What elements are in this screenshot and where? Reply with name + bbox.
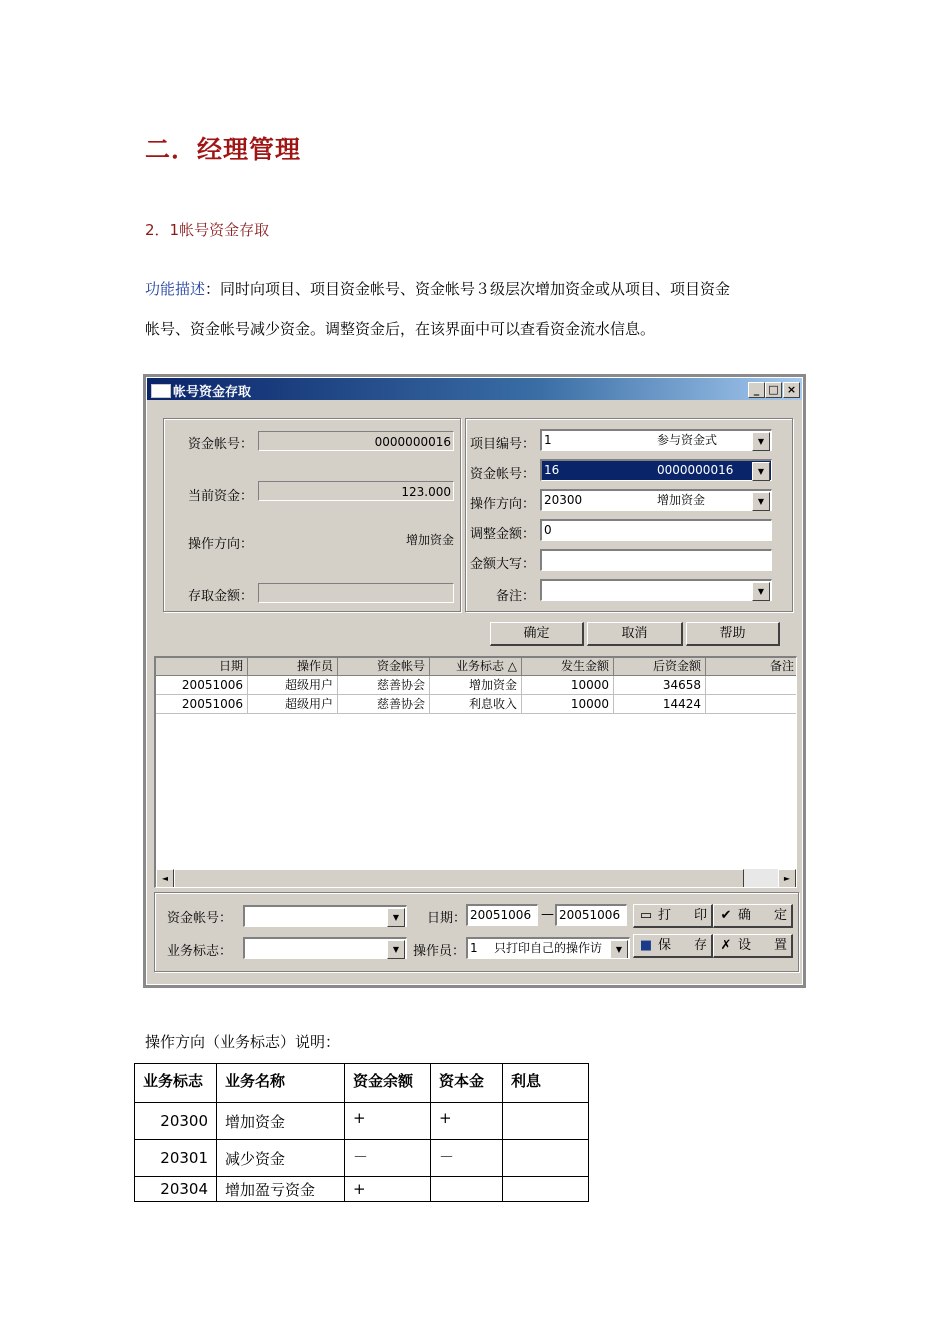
table-row: 20300 增加资金 + + xyxy=(135,1103,589,1140)
print-button[interactable]: ▭ 打 印 xyxy=(633,904,713,928)
scroll-left-icon[interactable]: ◄ xyxy=(156,869,174,888)
floppy-disk-icon: ■ xyxy=(639,938,653,953)
help-button[interactable]: 帮助 xyxy=(686,622,780,646)
operator-label: 操作员： xyxy=(413,944,466,959)
date-to-input[interactable]: 20051006 xyxy=(555,904,627,926)
scroll-right-icon[interactable]: ► xyxy=(778,869,796,888)
table-header-row: 业务标志 业务名称 资金余额 资本金 利息 xyxy=(135,1064,589,1103)
col-biz-flag[interactable]: 业务标志 △ xyxy=(430,658,522,676)
window-icon xyxy=(151,384,171,398)
col-amount[interactable]: 发生金额 xyxy=(522,658,614,676)
adjust-amount-input[interactable]: 0 xyxy=(540,519,772,541)
filter-group xyxy=(154,892,799,972)
capital-amount-input[interactable] xyxy=(540,549,772,571)
amount-display xyxy=(258,583,454,603)
account-select-label: 资金帐号： xyxy=(470,467,536,482)
scroll-thumb[interactable] xyxy=(174,869,744,888)
account-select[interactable]: 16 0000000016 ▼ xyxy=(540,459,772,481)
filter-biz-label: 业务标志： xyxy=(167,944,233,959)
chevron-down-icon[interactable]: ▼ xyxy=(752,582,770,601)
direction-explain-table xyxy=(134,1063,589,1202)
direction-select[interactable]: 20300 增加资金 ▼ xyxy=(540,489,772,511)
confirm-button[interactable]: ✔ 确 定 xyxy=(713,904,793,928)
transaction-grid[interactable]: 日期 操作员 资金帐号 业务标志 △ 发生金额 后资金额 备注 20051006 超级用户 慈善协会 增加资金 10000 34658 20051006 超级用户 慈善协会 利息收入 10000 14424 ◄ ► xyxy=(154,656,797,888)
operation-group xyxy=(465,418,793,612)
date-separator: — xyxy=(541,907,554,922)
chevron-down-icon[interactable]: ▼ xyxy=(387,908,405,927)
filter-account-select[interactable] xyxy=(243,905,407,927)
account-display: 0000000016 xyxy=(258,431,454,451)
description-label: 功能描述 xyxy=(145,280,206,298)
close-button[interactable]: × xyxy=(783,382,800,398)
operator-select[interactable]: 1 只打印自己的操作访 ▼ xyxy=(466,937,630,959)
capital-amount-label: 金额大写： xyxy=(470,557,536,572)
col-note[interactable]: 备注 xyxy=(706,658,797,676)
check-icon: ✔ xyxy=(720,908,732,923)
settings-button[interactable]: ✗ 设 置 xyxy=(713,934,793,958)
chevron-down-icon[interactable]: ▼ xyxy=(610,940,628,959)
current-funds-display: 123.000 xyxy=(258,481,454,501)
col-operator[interactable]: 操作员 xyxy=(248,658,338,676)
account-label: 资金帐号： xyxy=(188,437,254,452)
tools-icon: ✗ xyxy=(720,938,732,953)
note-select[interactable] xyxy=(540,579,772,601)
window-title: 帐号资金存取 xyxy=(173,385,252,400)
amount-label: 存取金额： xyxy=(188,589,254,604)
account-info-group xyxy=(163,418,461,612)
project-select[interactable]: 1 参与资金式 ▼ xyxy=(540,429,772,451)
col-date[interactable]: 日期 xyxy=(156,658,248,676)
project-label: 项目编号： xyxy=(470,437,536,452)
description-line-2: 帐号、资金帐号减少资金。调整资金后，在该界面中可以查看资金流水信息。 xyxy=(145,320,656,338)
date-label: 日期： xyxy=(427,911,467,926)
section-title: 2．1帐号资金存取 xyxy=(145,221,270,239)
direction-select-label: 操作方向： xyxy=(470,497,536,512)
description-line-1: 功能描述：同时向项目、项目资金帐号、资金帐号３级层次增加资金或从项目、项目资金 xyxy=(145,280,731,298)
direction-display: 增加资金 xyxy=(405,533,454,547)
title-bar[interactable] xyxy=(147,378,802,400)
page-heading: 二．经理管理 xyxy=(145,135,302,164)
col-balance-after[interactable]: 后资金额 xyxy=(614,658,706,676)
cancel-button[interactable]: 取消 xyxy=(587,622,683,646)
col-account[interactable]: 资金帐号 xyxy=(338,658,430,676)
filter-account-label: 资金帐号： xyxy=(167,911,233,926)
direction-label: 操作方向： xyxy=(188,537,254,552)
current-funds-label: 当前资金： xyxy=(188,489,254,504)
chevron-down-icon[interactable]: ▼ xyxy=(752,432,770,451)
chevron-down-icon[interactable]: ▼ xyxy=(752,462,770,481)
minimize-button[interactable]: _ xyxy=(748,382,765,398)
horizontal-scrollbar[interactable] xyxy=(156,869,796,887)
ok-button[interactable]: 确定 xyxy=(490,622,584,646)
adjust-amount-label: 调整金额： xyxy=(470,527,536,542)
app-window xyxy=(143,374,806,988)
chevron-down-icon[interactable]: ▼ xyxy=(387,940,405,959)
date-from-input[interactable]: 20051006 xyxy=(466,904,538,926)
maximize-button[interactable]: □ xyxy=(765,382,782,398)
chevron-down-icon[interactable]: ▼ xyxy=(752,492,770,511)
table-row: 20301 减少资金 － － xyxy=(135,1140,589,1177)
note-label: 备注： xyxy=(496,589,536,604)
printer-icon: ▭ xyxy=(639,908,653,923)
filter-biz-select[interactable] xyxy=(243,937,407,959)
table-intro: 操作方向（业务标志）说明： xyxy=(145,1033,341,1051)
grid-header xyxy=(156,658,796,676)
save-button[interactable]: ■ 保 存 xyxy=(633,934,713,958)
table-row: 20304 增加盈亏资金 + xyxy=(135,1177,589,1202)
